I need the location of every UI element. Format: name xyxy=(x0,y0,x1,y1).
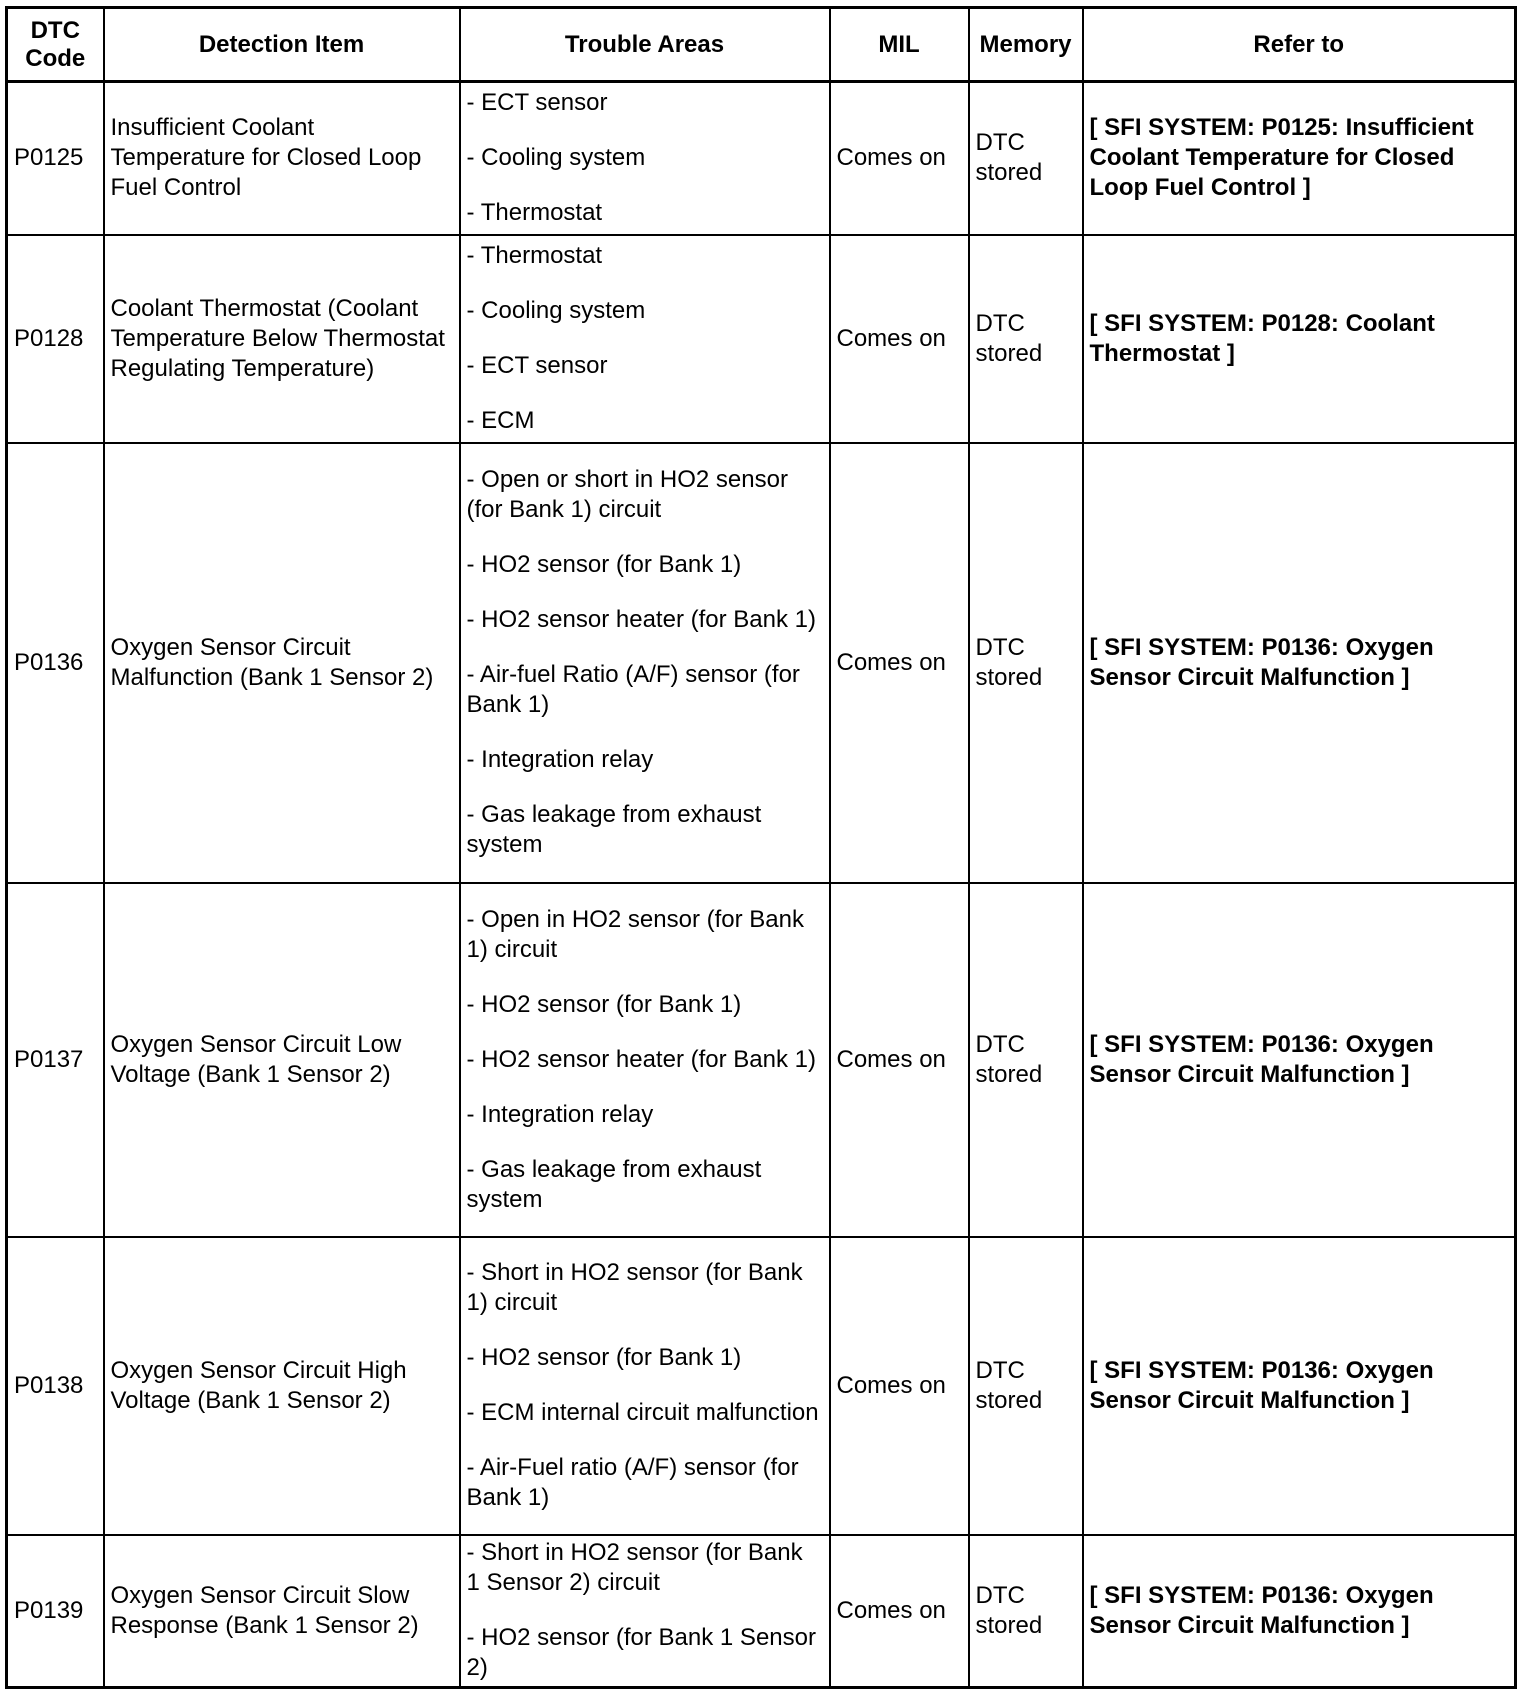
trouble-area-item: - Gas leakage from exhaust system xyxy=(466,1155,762,1213)
trouble-area-item: - ECM internal circuit malfunction xyxy=(466,1399,819,1426)
trouble-area-item: - Thermostat xyxy=(466,199,603,227)
refer-link[interactable]: [ SFI SYSTEM: P0125: Insufficient Coolant Temperature for Closed Loop Fuel Control ] xyxy=(1083,82,1516,235)
trouble-areas xyxy=(460,1237,830,1535)
dtc-code: P0136 xyxy=(7,443,104,883)
trouble-area-item: - Cooling system xyxy=(466,144,646,172)
trouble-area-list xyxy=(467,1258,823,1513)
dtc-table xyxy=(5,6,1517,1689)
trouble-area-item: - Open in HO2 sensor (for Bank 1) circuit xyxy=(466,905,804,963)
table-row xyxy=(7,1535,1516,1688)
trouble-area-item: - Cooling system xyxy=(466,297,646,324)
header-row xyxy=(7,8,1516,82)
trouble-area-item: - ECT sensor xyxy=(466,89,608,117)
trouble-area-item: - Thermostat xyxy=(466,242,603,269)
trouble-area-item: - HO2 sensor heater (for Bank 1) xyxy=(466,1045,816,1073)
dtc-code: P0137 xyxy=(7,883,104,1237)
trouble-area-item: - Open or short in HO2 sensor (for Bank 1) circuit xyxy=(466,466,788,523)
detection-item: Oxygen Sensor Circuit Malfunction (Bank 1 Sensor 2) xyxy=(104,443,460,883)
dtc-code: P0125 xyxy=(7,82,104,235)
trouble-area-item: - HO2 sensor heater (for Bank 1) xyxy=(466,606,816,633)
memory-status: DTC stored xyxy=(969,82,1083,235)
detection-item: Insufficient Coolant Temperature for Closed Loop Fuel Control xyxy=(104,82,460,235)
trouble-area-item: - ECT sensor xyxy=(466,352,608,379)
mil-status: Comes on xyxy=(830,1535,969,1688)
detection-item: Oxygen Sensor Circuit Low Voltage (Bank 1 Sensor 2) xyxy=(104,883,460,1237)
memory-status: DTC stored xyxy=(969,883,1083,1237)
trouble-areas xyxy=(460,883,830,1237)
memory-status: DTC stored xyxy=(969,443,1083,883)
mil-status: Comes on xyxy=(830,1237,969,1535)
trouble-areas xyxy=(460,235,830,443)
header-mil: MIL xyxy=(830,8,969,82)
trouble-area-item: - Air-fuel Ratio (A/F) sensor (for Bank 1) xyxy=(466,661,800,718)
trouble-area-item: - Air-Fuel ratio (A/F) sensor (for Bank 1) xyxy=(466,1454,799,1511)
trouble-area-item: - Short in HO2 sensor (for Bank 1 Sensor 2) circuit xyxy=(466,1539,803,1597)
trouble-area-list xyxy=(467,88,823,228)
memory-status: DTC stored xyxy=(969,235,1083,443)
mil-status: Comes on xyxy=(830,235,969,443)
mil-status: Comes on xyxy=(830,443,969,883)
trouble-area-list xyxy=(467,241,823,436)
detection-item: Oxygen Sensor Circuit Slow Response (Bank 1 Sensor 2) xyxy=(104,1535,460,1688)
trouble-area-item: - HO2 sensor (for Bank 1) xyxy=(466,1344,742,1371)
detection-item: Coolant Thermostat (Coolant Temperature Below Thermostat Regulating Temperature) xyxy=(104,235,460,443)
dtc-code: P0128 xyxy=(7,235,104,443)
header-refer-to: Refer to xyxy=(1083,8,1516,82)
mil-status: Comes on xyxy=(830,82,969,235)
trouble-areas xyxy=(460,443,830,883)
trouble-area-item: - Integration relay xyxy=(466,746,654,773)
table-row xyxy=(7,1237,1516,1535)
table-row xyxy=(7,443,1516,883)
trouble-area-list xyxy=(467,905,823,1215)
trouble-areas xyxy=(460,1535,830,1688)
refer-link[interactable]: [ SFI SYSTEM: P0136: Oxygen Sensor Circuit Malfunction ] xyxy=(1083,1237,1516,1535)
header-trouble-areas: Trouble Areas xyxy=(460,8,830,82)
table-row xyxy=(7,235,1516,443)
trouble-area-item: - Short in HO2 sensor (for Bank 1) circuit xyxy=(466,1259,803,1316)
trouble-area-item: - HO2 sensor (for Bank 1 Sensor 2) xyxy=(466,1624,816,1682)
table-body xyxy=(7,82,1516,1688)
trouble-areas xyxy=(460,82,830,235)
memory-status: DTC stored xyxy=(969,1535,1083,1688)
refer-link[interactable]: [ SFI SYSTEM: P0136: Oxygen Sensor Circuit Malfunction ] xyxy=(1083,883,1516,1237)
trouble-area-list xyxy=(467,1538,823,1683)
trouble-area-item: - HO2 sensor (for Bank 1) xyxy=(466,551,742,578)
dtc-code: P0139 xyxy=(7,1535,104,1688)
table-row xyxy=(7,82,1516,235)
memory-status: DTC stored xyxy=(969,1237,1083,1535)
trouble-area-item: - Integration relay xyxy=(466,1100,654,1128)
trouble-area-item: - ECM xyxy=(466,407,535,434)
dtc-code: P0138 xyxy=(7,1237,104,1535)
header-dtc-code: DTC Code xyxy=(7,8,104,82)
trouble-area-item: - Gas leakage from exhaust system xyxy=(466,801,762,858)
table-row xyxy=(7,883,1516,1237)
refer-link[interactable]: [ SFI SYSTEM: P0136: Oxygen Sensor Circuit Malfunction ] xyxy=(1083,443,1516,883)
detection-item: Oxygen Sensor Circuit High Voltage (Bank 1 Sensor 2) xyxy=(104,1237,460,1535)
header-memory: Memory xyxy=(969,8,1083,82)
mil-status: Comes on xyxy=(830,883,969,1237)
trouble-area-list xyxy=(467,465,823,860)
refer-link[interactable]: [ SFI SYSTEM: P0136: Oxygen Sensor Circuit Malfunction ] xyxy=(1083,1535,1516,1688)
refer-link[interactable]: [ SFI SYSTEM: P0128: Coolant Thermostat ] xyxy=(1083,235,1516,443)
header-detection-item: Detection Item xyxy=(104,8,460,82)
trouble-area-item: - HO2 sensor (for Bank 1) xyxy=(466,990,742,1018)
